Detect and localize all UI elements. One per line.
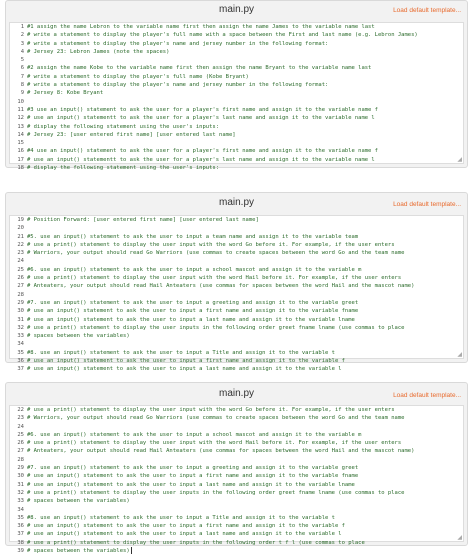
line-number: 11 [17,106,24,113]
line-number: 23 [17,415,24,422]
resize-grip-icon[interactable]: ◢ [457,351,462,358]
line-number: 2 [20,32,24,39]
code-line[interactable] [10,489,463,497]
line-number: 30 [17,308,24,315]
line-number: 34 [17,341,24,348]
code-text[interactable]: #3 use an input() statement to ask the user for a player's first name and assign it to the variable name f [27,106,378,113]
code-line[interactable] [10,156,463,164]
line-number: 33 [17,498,24,505]
code-line[interactable] [10,414,463,422]
code-line[interactable] [10,114,463,122]
code-line[interactable] [10,307,463,315]
code-text[interactable]: # spaces between the variables) [27,548,130,555]
line-number: 14 [17,131,24,138]
code-text[interactable]: #6. use an input() statement to ask the user to input a school mascot and assign it to the variable m [27,431,362,438]
line-number: 19 [17,217,24,223]
line-number: 27 [17,448,24,455]
load-default-template-link[interactable]: Load default template... [393,201,461,208]
code-text[interactable]: #2 assign the name Kobe to the variable name first then assign the name Bryant to the variable name last [27,65,372,72]
code-line[interactable] [10,98,463,106]
code-line[interactable] [10,282,463,290]
code-text[interactable]: # write a statement to display the player's full name with a space between the First and last name (e.g. Lebron James) [27,32,418,39]
code-line[interactable] [10,481,463,489]
code-text[interactable]: # Position Forward: [user entered first name] [user entered last name] [27,217,259,223]
line-number: 9 [20,90,24,97]
panel-header [6,193,467,213]
code-editor[interactable] [9,405,464,555]
line-number: 32 [17,324,24,331]
line-number: 35 [17,349,24,356]
code-text[interactable]: #8. use an input() statement to ask the user to input a Title and assign it to the variable t [27,349,335,356]
code-line[interactable] [10,106,463,114]
code-line[interactable] [10,73,463,81]
code-line[interactable] [10,299,463,307]
code-line[interactable] [10,23,463,31]
code-text[interactable]: # use an input() statement to ask the user to input a first name and assign it to the variable f [27,358,345,365]
line-number: 29 [17,465,24,472]
code-text[interactable]: #4 use an input() statement to ask the user for a player's first name and assign it to the variable name f [27,148,378,155]
code-text[interactable]: # use a print() statement to display the user input with the word Hail before it. For example, if the user enters [27,440,402,447]
line-number: 25 [17,431,24,438]
code-line[interactable] [10,131,463,139]
code-text[interactable]: # Anteaters, your output should read Hail Anteaters (use commas for spaces between the word Hail and the mascot name) [27,448,415,455]
code-line[interactable] [10,274,463,282]
code-line[interactable] [10,40,463,48]
code-text[interactable]: # write a statement to display the player's name and jersey number in the following format: [27,82,329,89]
code-line[interactable] [10,316,463,324]
line-number: 24 [17,423,24,430]
code-text[interactable]: # use an input() statementt to ask the user for a player's last name and assign it to the variable name l [27,156,375,163]
line-number: 1 [20,24,24,30]
resize-grip-icon[interactable]: ◢ [457,156,462,163]
code-text[interactable]: # Anteaters, your output should read Hail Anteaters (use commas for spaces between the word Hail and the mascot name) [27,283,415,290]
code-line[interactable] [10,291,463,299]
code-editor[interactable] [9,215,464,373]
code-line[interactable] [10,514,463,522]
code-line[interactable] [10,48,463,56]
code-text[interactable]: # Jersey 23: [user entered first name] [user entered last name] [27,131,236,138]
line-number: 38 [17,539,24,546]
code-line[interactable] [10,332,463,340]
line-number: 13 [17,123,24,130]
code-line[interactable] [10,506,463,514]
code-text[interactable]: # write a statement to display the player's name and jersey number in the following format: [27,40,329,47]
line-number: 4 [20,48,24,55]
load-default-template-link[interactable]: Load default template... [393,7,461,14]
code-line[interactable] [10,224,463,232]
code-line[interactable] [10,456,463,464]
code-text[interactable]: # use an input() statement to ask the user to input a first name and assign it to the variable f [27,523,345,530]
code-line[interactable] [10,539,463,547]
editor-panel-3 [5,382,468,555]
code-text[interactable]: # spaces between the variables) [27,333,130,340]
line-number: 37 [17,366,24,373]
code-text[interactable]: # use an input() statementt to ask the user for a player's last name and assign it to the variable name l [27,115,375,122]
code-text[interactable]: # Warriors, your output should read Go Warriors (use commas to create spaces between the word Go and the team name [27,415,405,422]
code-line[interactable] [10,241,463,249]
code-line[interactable] [10,266,463,274]
line-number: 20 [17,225,24,232]
code-text[interactable]: # use an input() statement to ask the user to input a last name and assign it to the variable l [27,531,342,538]
line-number: 22 [17,407,24,413]
code-line[interactable] [10,497,463,505]
line-number: 29 [17,299,24,306]
code-text[interactable]: #5. use an input() statement to ask the user to input a team name and assign it to the variable team [27,233,359,240]
line-number: 34 [17,506,24,513]
code-text[interactable]: # use an input() statement to ask the user to input a last name and assign it to the variable lname [27,481,355,488]
line-number: 10 [17,98,24,105]
code-text[interactable]: #6. use an input() statement to ask the user to input a school mascot and assign it to the variable m [27,266,362,273]
line-number: 21 [17,233,24,240]
load-default-template-link[interactable]: Load default template... [393,392,461,399]
line-number: 39 [17,548,24,555]
line-number: 7 [20,73,24,80]
code-text[interactable]: # display the following statement using the user's inputs: [27,165,220,172]
code-line[interactable] [10,406,463,414]
code-text[interactable]: # use a print() statement to display the user input with the word Hail before it. For example, if the user enters [27,275,402,282]
line-number: 26 [17,275,24,282]
line-number: 16 [17,148,24,155]
code-line[interactable] [10,56,463,64]
code-text[interactable]: # use a print() statement to display the user inputs in the following order t f l (use commas to place [27,539,365,546]
file-title: main.py [218,197,254,208]
line-number: 5 [20,57,24,64]
code-text[interactable]: # use a print() statement to display the user input with the word Go before it. For example, if the user enters [27,407,395,413]
code-text[interactable]: # Jersey 23: Lebron James (note the spaces) [27,48,170,55]
code-line[interactable] [10,324,463,332]
code-line[interactable] [10,522,463,530]
code-line[interactable] [10,439,463,447]
code-text[interactable]: # display the following statement using the user's inputs: [27,123,220,130]
code-line[interactable] [10,64,463,72]
code-line[interactable] [10,31,463,39]
line-number: 22 [17,241,24,248]
line-number: 17 [17,156,24,163]
code-line[interactable] [10,216,463,224]
code-line[interactable] [10,123,463,131]
code-text[interactable]: # use a print() statement to display the user input with the word Go before it. For example, if the user enters [27,241,395,248]
code-line[interactable] [10,147,463,155]
line-number: 12 [17,115,24,122]
line-number: 31 [17,316,24,323]
line-number: 28 [17,456,24,463]
line-number: 36 [17,523,24,530]
text-cursor [131,547,132,554]
code-text[interactable]: # Jersey 8: Kobe Bryant [27,90,104,97]
code-line[interactable] [10,233,463,241]
code-line[interactable] [10,447,463,455]
line-number: 35 [17,514,24,521]
code-text[interactable]: # use an input() statement to ask the user to input a first name and assign it to the variable fname [27,308,359,315]
line-number: 3 [20,40,24,47]
code-text[interactable]: # spaces between the variables) [27,498,130,505]
code-line[interactable] [10,257,463,265]
code-text[interactable]: # use a print() statement to display the user inputs in the following order greet fname lname (use commas to place [27,324,405,331]
code-line[interactable] [10,547,463,555]
line-number: 6 [20,65,24,72]
line-number: 8 [20,82,24,89]
line-number: 15 [17,140,24,147]
code-line[interactable] [10,530,463,538]
code-line[interactable] [10,349,463,357]
line-number: 31 [17,481,24,488]
code-line[interactable] [10,340,463,348]
editor-panel-1 [5,0,468,172]
code-text[interactable]: # write a statement to display the player's full name (Kobe Bryant) [27,73,249,80]
line-number: 32 [17,489,24,496]
code-line[interactable] [10,431,463,439]
line-number: 26 [17,440,24,447]
code-text[interactable]: #1 assign the name Lebron to the variable name first then assign the name James to the variable name last [27,24,375,30]
line-number: 37 [17,531,24,538]
code-line[interactable] [10,89,463,97]
code-text[interactable]: # use an input() statement to ask the user to input a last name and assign it to the variable lname [27,316,355,323]
code-line[interactable] [10,249,463,257]
code-text[interactable]: # use a print() statement to display the user inputs in the following order greet fname lname (use commas to place [27,489,405,496]
code-line[interactable] [10,423,463,431]
code-line[interactable] [10,365,463,373]
line-number: 33 [17,333,24,340]
code-editor[interactable] [9,22,464,172]
panel-header [6,1,467,21]
code-line[interactable] [10,464,463,472]
line-number: 30 [17,473,24,480]
code-text[interactable]: # use an input() statement to ask the user to input a last name and assign it to the variable l [27,366,342,373]
file-title: main.py [218,388,254,399]
line-number: 36 [17,358,24,365]
resize-grip-icon[interactable]: ◢ [457,534,462,541]
code-text[interactable]: #7. use an input() statement to ask the user to input a greeting and assign it to the variable greet [27,465,359,472]
line-number: 23 [17,250,24,257]
code-text[interactable]: #7. use an input() statement to ask the user to input a greeting and assign it to the variable greet [27,299,359,306]
code-line[interactable] [10,139,463,147]
line-number: 24 [17,258,24,265]
line-number: 27 [17,283,24,290]
code-line[interactable] [10,357,463,365]
line-number: 25 [17,266,24,273]
panel-header [6,383,467,403]
file-title: main.py [218,4,254,15]
code-line[interactable] [10,472,463,480]
code-text[interactable]: # Warriors, your output should read Go Warriors (use commas to create spaces between the word Go and the team name [27,250,405,257]
editor-panel-2 [5,192,468,373]
line-number: 28 [17,291,24,298]
code-text[interactable]: #8. use an input() statement to ask the user to input a Title and assign it to the variable t [27,514,335,521]
line-number: 18 [17,165,24,172]
code-line[interactable] [10,164,463,172]
code-line[interactable] [10,81,463,89]
code-text[interactable]: # use an input() statement to ask the user to input a first name and assign it to the variable fname [27,473,359,480]
